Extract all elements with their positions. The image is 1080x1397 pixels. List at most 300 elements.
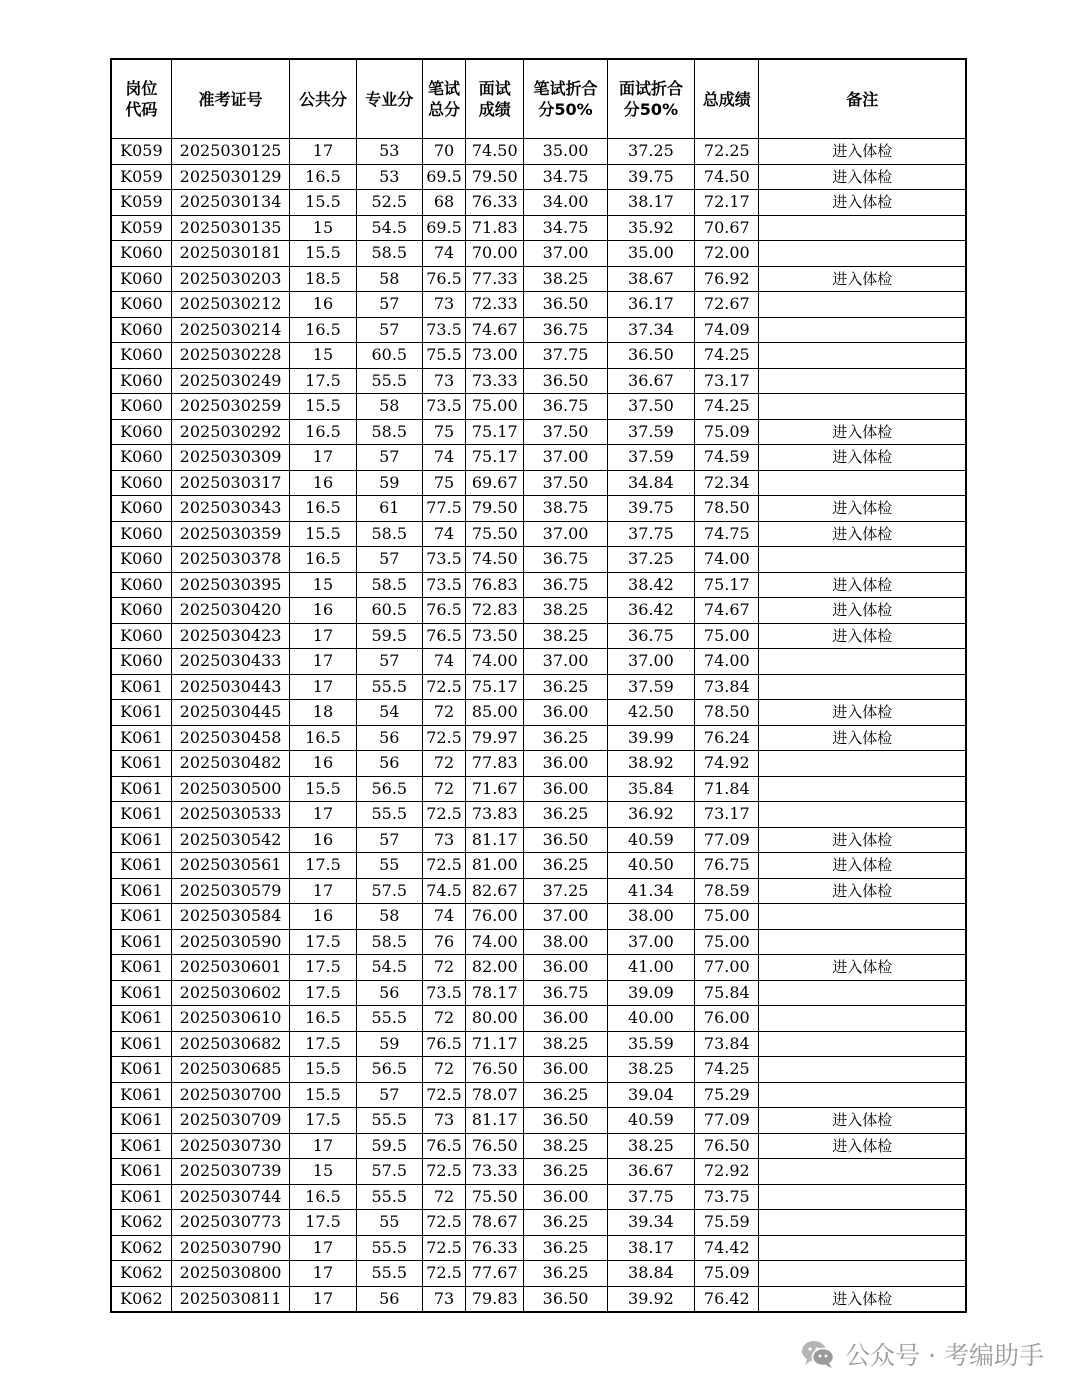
cell-post-code: K061 — [111, 853, 171, 879]
cell-public-score: 16 — [290, 904, 356, 930]
cell-interview-weighted: 35.84 — [607, 776, 694, 802]
cell-professional-score: 60.5 — [356, 343, 422, 369]
cell-total-score: 75.84 — [695, 980, 759, 1006]
cell-total-score: 77.00 — [695, 955, 759, 981]
cell-interview-weighted: 41.00 — [607, 955, 694, 981]
table-body — [111, 139, 966, 1313]
cell-written-weighted: 36.75 — [524, 980, 607, 1006]
cell-written-weighted: 36.25 — [524, 1082, 607, 1108]
cell-ticket-number: 2025030584 — [171, 904, 290, 930]
table-row — [111, 598, 966, 624]
cell-written-total: 73.5 — [422, 394, 465, 420]
cell-written-weighted: 37.50 — [524, 419, 607, 445]
table-row — [111, 266, 966, 292]
cell-post-code: K061 — [111, 776, 171, 802]
cell-written-total: 73 — [422, 1108, 465, 1134]
cell-total-score: 76.92 — [695, 266, 759, 292]
cell-written-total: 74 — [422, 521, 465, 547]
cell-remark — [759, 980, 966, 1006]
cell-remark — [759, 1210, 966, 1236]
cell-post-code: K060 — [111, 266, 171, 292]
cell-written-weighted: 36.50 — [524, 292, 607, 318]
cell-public-score: 17.5 — [290, 1031, 356, 1057]
cell-total-score: 78.50 — [695, 496, 759, 522]
table-row — [111, 1159, 966, 1185]
table-row — [111, 1184, 966, 1210]
cell-public-score: 17.5 — [290, 929, 356, 955]
cell-remark — [759, 1235, 966, 1261]
table-row — [111, 292, 966, 318]
cell-total-score: 76.00 — [695, 1006, 759, 1032]
cell-remark: 进入体检 — [759, 623, 966, 649]
cell-public-score: 16.5 — [290, 496, 356, 522]
cell-total-score: 74.75 — [695, 521, 759, 547]
cell-written-weighted: 36.00 — [524, 700, 607, 726]
cell-public-score: 16 — [290, 470, 356, 496]
cell-ticket-number: 2025030129 — [171, 164, 290, 190]
cell-public-score: 15 — [290, 343, 356, 369]
table-row — [111, 751, 966, 777]
cell-interview-weighted: 40.59 — [607, 827, 694, 853]
cell-written-weighted: 37.00 — [524, 241, 607, 267]
cell-written-total: 75 — [422, 419, 465, 445]
cell-total-score: 74.42 — [695, 1235, 759, 1261]
cell-public-score: 17 — [290, 1261, 356, 1287]
cell-public-score: 16.5 — [290, 1184, 356, 1210]
cell-written-total: 75 — [422, 470, 465, 496]
cell-written-weighted: 36.75 — [524, 394, 607, 420]
cell-interview-score: 75.50 — [466, 521, 524, 547]
table-row — [111, 496, 966, 522]
cell-written-total: 68 — [422, 190, 465, 216]
cell-ticket-number: 2025030458 — [171, 725, 290, 751]
table-row — [111, 317, 966, 343]
cell-written-weighted: 38.00 — [524, 929, 607, 955]
cell-written-weighted: 36.25 — [524, 1159, 607, 1185]
table-row — [111, 904, 966, 930]
cell-professional-score: 59 — [356, 470, 422, 496]
cell-written-total: 72 — [422, 1006, 465, 1032]
cell-professional-score: 53 — [356, 164, 422, 190]
cell-ticket-number: 2025030700 — [171, 1082, 290, 1108]
cell-total-score: 74.09 — [695, 317, 759, 343]
cell-professional-score: 57 — [356, 649, 422, 675]
cell-ticket-number: 2025030744 — [171, 1184, 290, 1210]
cell-interview-score: 79.50 — [466, 496, 524, 522]
cell-ticket-number: 2025030443 — [171, 674, 290, 700]
table-row — [111, 700, 966, 726]
cell-total-score: 76.75 — [695, 853, 759, 879]
cell-written-total: 72.5 — [422, 1159, 465, 1185]
table-row — [111, 802, 966, 828]
cell-ticket-number: 2025030249 — [171, 368, 290, 394]
cell-remark — [759, 751, 966, 777]
cell-post-code: K061 — [111, 827, 171, 853]
cell-total-score: 77.09 — [695, 1108, 759, 1134]
cell-written-weighted: 38.25 — [524, 598, 607, 624]
table-row — [111, 1261, 966, 1287]
cell-public-score: 15.5 — [290, 190, 356, 216]
cell-ticket-number: 2025030292 — [171, 419, 290, 445]
cell-interview-weighted: 38.25 — [607, 1057, 694, 1083]
cell-professional-score: 57.5 — [356, 878, 422, 904]
cell-ticket-number: 2025030682 — [171, 1031, 290, 1057]
cell-interview-score: 82.67 — [466, 878, 524, 904]
cell-professional-score: 57 — [356, 1082, 422, 1108]
cell-total-score: 74.00 — [695, 547, 759, 573]
table-row — [111, 827, 966, 853]
cell-post-code: K061 — [111, 1057, 171, 1083]
cell-professional-score: 55.5 — [356, 802, 422, 828]
cell-post-code: K060 — [111, 649, 171, 675]
table-row — [111, 572, 966, 598]
cell-post-code: K060 — [111, 572, 171, 598]
cell-professional-score: 55.5 — [356, 368, 422, 394]
cell-post-code: K062 — [111, 1261, 171, 1287]
cell-written-total: 77.5 — [422, 496, 465, 522]
cell-written-total: 72 — [422, 776, 465, 802]
cell-post-code: K061 — [111, 1006, 171, 1032]
cell-interview-score: 79.50 — [466, 164, 524, 190]
cell-interview-score: 76.33 — [466, 190, 524, 216]
cell-professional-score: 57 — [356, 317, 422, 343]
cell-professional-score: 58 — [356, 904, 422, 930]
cell-interview-weighted: 39.99 — [607, 725, 694, 751]
cell-written-weighted: 36.75 — [524, 572, 607, 598]
cell-written-total: 72.5 — [422, 725, 465, 751]
cell-public-score: 17.5 — [290, 368, 356, 394]
table-row — [111, 1031, 966, 1057]
cell-public-score: 17 — [290, 802, 356, 828]
cell-post-code: K060 — [111, 292, 171, 318]
cell-interview-weighted: 37.25 — [607, 139, 694, 165]
table-row — [111, 725, 966, 751]
cell-written-weighted: 37.00 — [524, 904, 607, 930]
cell-interview-weighted: 39.04 — [607, 1082, 694, 1108]
cell-professional-score: 58 — [356, 266, 422, 292]
cell-ticket-number: 2025030561 — [171, 853, 290, 879]
cell-public-score: 18 — [290, 700, 356, 726]
cell-written-weighted: 36.50 — [524, 1108, 607, 1134]
cell-written-total: 72.5 — [422, 674, 465, 700]
cell-written-total: 73 — [422, 368, 465, 394]
cell-total-score: 74.92 — [695, 751, 759, 777]
cell-post-code: K060 — [111, 343, 171, 369]
cell-total-score: 74.25 — [695, 1057, 759, 1083]
table-row — [111, 674, 966, 700]
cell-remark — [759, 215, 966, 241]
cell-remark — [759, 1082, 966, 1108]
cell-professional-score: 56 — [356, 980, 422, 1006]
cell-written-total: 72.5 — [422, 1261, 465, 1287]
cell-interview-weighted: 37.59 — [607, 419, 694, 445]
cell-total-score: 72.25 — [695, 139, 759, 165]
cell-post-code: K061 — [111, 878, 171, 904]
cell-total-score: 73.17 — [695, 802, 759, 828]
cell-remark: 进入体检 — [759, 827, 966, 853]
cell-remark — [759, 1261, 966, 1287]
cell-total-score: 72.67 — [695, 292, 759, 318]
cell-remark: 进入体检 — [759, 1286, 966, 1312]
cell-professional-score: 57 — [356, 547, 422, 573]
cell-remark — [759, 241, 966, 267]
cell-ticket-number: 2025030601 — [171, 955, 290, 981]
cell-professional-score: 59 — [356, 1031, 422, 1057]
cell-written-total: 74.5 — [422, 878, 465, 904]
cell-interview-score: 72.33 — [466, 292, 524, 318]
cell-interview-weighted: 36.67 — [607, 368, 694, 394]
cell-remark: 进入体检 — [759, 878, 966, 904]
cell-interview-score: 72.83 — [466, 598, 524, 624]
cell-written-weighted: 34.00 — [524, 190, 607, 216]
cell-interview-weighted: 39.09 — [607, 980, 694, 1006]
table-row — [111, 164, 966, 190]
cell-post-code: K061 — [111, 725, 171, 751]
cell-written-weighted: 37.00 — [524, 445, 607, 471]
cell-interview-score: 78.07 — [466, 1082, 524, 1108]
cell-total-score: 72.00 — [695, 241, 759, 267]
cell-interview-weighted: 37.00 — [607, 929, 694, 955]
cell-remark: 进入体检 — [759, 266, 966, 292]
cell-written-total: 72 — [422, 1057, 465, 1083]
table-row — [111, 853, 966, 879]
table-row — [111, 139, 966, 165]
cell-post-code: K061 — [111, 674, 171, 700]
cell-total-score: 76.42 — [695, 1286, 759, 1312]
cell-remark: 进入体检 — [759, 725, 966, 751]
cell-public-score: 16.5 — [290, 419, 356, 445]
cell-written-weighted: 36.00 — [524, 955, 607, 981]
cell-ticket-number: 2025030203 — [171, 266, 290, 292]
cell-interview-score: 85.00 — [466, 700, 524, 726]
cell-interview-score: 75.00 — [466, 394, 524, 420]
cell-written-weighted: 36.25 — [524, 853, 607, 879]
table-row — [111, 776, 966, 802]
cell-total-score: 70.67 — [695, 215, 759, 241]
cell-interview-weighted: 37.59 — [607, 445, 694, 471]
cell-remark — [759, 547, 966, 573]
header-post-code: 岗位 代码 — [111, 59, 171, 139]
table-row — [111, 623, 966, 649]
cell-post-code: K061 — [111, 1082, 171, 1108]
cell-ticket-number: 2025030259 — [171, 394, 290, 420]
cell-professional-score: 55 — [356, 853, 422, 879]
cell-ticket-number: 2025030420 — [171, 598, 290, 624]
cell-professional-score: 58.5 — [356, 521, 422, 547]
cell-post-code: K060 — [111, 496, 171, 522]
cell-public-score: 16.5 — [290, 725, 356, 751]
cell-interview-score: 73.33 — [466, 368, 524, 394]
cell-total-score: 74.00 — [695, 649, 759, 675]
cell-post-code: K060 — [111, 598, 171, 624]
cell-written-weighted: 36.00 — [524, 776, 607, 802]
cell-written-total: 75.5 — [422, 343, 465, 369]
cell-public-score: 15.5 — [290, 1082, 356, 1108]
cell-remark — [759, 1031, 966, 1057]
cell-professional-score: 55.5 — [356, 1235, 422, 1261]
cell-professional-score: 55.5 — [356, 1261, 422, 1287]
cell-public-score: 17 — [290, 674, 356, 700]
cell-ticket-number: 2025030739 — [171, 1159, 290, 1185]
cell-interview-weighted: 38.17 — [607, 1235, 694, 1261]
cell-interview-score: 75.50 — [466, 1184, 524, 1210]
cell-post-code: K060 — [111, 317, 171, 343]
cell-interview-score: 77.33 — [466, 266, 524, 292]
cell-interview-weighted: 38.00 — [607, 904, 694, 930]
cell-public-score: 16.5 — [290, 317, 356, 343]
table-row — [111, 1286, 966, 1312]
table-row — [111, 470, 966, 496]
cell-interview-score: 75.17 — [466, 445, 524, 471]
table-row — [111, 547, 966, 573]
header-written-total: 笔试 总分 — [422, 59, 465, 139]
cell-post-code: K059 — [111, 164, 171, 190]
cell-public-score: 15 — [290, 1159, 356, 1185]
cell-interview-weighted: 40.59 — [607, 1108, 694, 1134]
cell-interview-score: 71.17 — [466, 1031, 524, 1057]
cell-interview-weighted: 42.50 — [607, 700, 694, 726]
cell-total-score: 75.00 — [695, 904, 759, 930]
cell-remark — [759, 394, 966, 420]
cell-interview-weighted: 39.92 — [607, 1286, 694, 1312]
cell-post-code: K060 — [111, 419, 171, 445]
cell-interview-weighted: 39.75 — [607, 496, 694, 522]
cell-written-weighted: 36.25 — [524, 802, 607, 828]
cell-total-score: 73.17 — [695, 368, 759, 394]
cell-remark: 进入体检 — [759, 955, 966, 981]
cell-interview-score: 70.00 — [466, 241, 524, 267]
cell-written-total: 73.5 — [422, 547, 465, 573]
table-row — [111, 394, 966, 420]
cell-written-total: 74 — [422, 241, 465, 267]
score-table — [110, 58, 967, 1313]
cell-interview-score: 74.50 — [466, 547, 524, 573]
cell-post-code: K060 — [111, 445, 171, 471]
cell-interview-score: 76.83 — [466, 572, 524, 598]
header-public-score: 公共分 — [290, 59, 356, 139]
cell-interview-weighted: 38.25 — [607, 1133, 694, 1159]
cell-interview-score: 77.83 — [466, 751, 524, 777]
cell-written-weighted: 36.25 — [524, 725, 607, 751]
cell-interview-weighted: 38.42 — [607, 572, 694, 598]
cell-total-score: 75.09 — [695, 419, 759, 445]
header-interview-weighted: 面试折合 分50% — [607, 59, 694, 139]
cell-remark — [759, 649, 966, 675]
watermark — [801, 1336, 1044, 1372]
cell-ticket-number: 2025030533 — [171, 802, 290, 828]
cell-remark — [759, 929, 966, 955]
cell-interview-weighted: 40.50 — [607, 853, 694, 879]
cell-written-weighted: 36.25 — [524, 1261, 607, 1287]
cell-post-code: K060 — [111, 521, 171, 547]
cell-total-score: 75.00 — [695, 623, 759, 649]
cell-ticket-number: 2025030135 — [171, 215, 290, 241]
cell-remark — [759, 674, 966, 700]
cell-written-total: 76.5 — [422, 1133, 465, 1159]
cell-public-score: 16 — [290, 598, 356, 624]
header-interview-score: 面试 成绩 — [466, 59, 524, 139]
table-row — [111, 1057, 966, 1083]
cell-ticket-number: 2025030181 — [171, 241, 290, 267]
cell-ticket-number: 2025030433 — [171, 649, 290, 675]
cell-post-code: K059 — [111, 190, 171, 216]
table-row — [111, 343, 966, 369]
cell-remark: 进入体检 — [759, 572, 966, 598]
cell-post-code: K061 — [111, 1159, 171, 1185]
cell-professional-score: 55.5 — [356, 1006, 422, 1032]
cell-written-total: 73.5 — [422, 317, 465, 343]
cell-professional-score: 56.5 — [356, 1057, 422, 1083]
cell-interview-weighted: 37.25 — [607, 547, 694, 573]
cell-interview-score: 73.50 — [466, 623, 524, 649]
cell-interview-score: 81.00 — [466, 853, 524, 879]
cell-remark — [759, 1184, 966, 1210]
table-row — [111, 1133, 966, 1159]
cell-interview-score: 79.83 — [466, 1286, 524, 1312]
cell-total-score: 75.17 — [695, 572, 759, 598]
cell-ticket-number: 2025030610 — [171, 1006, 290, 1032]
cell-public-score: 17 — [290, 445, 356, 471]
cell-public-score: 15.5 — [290, 1057, 356, 1083]
table-row — [111, 241, 966, 267]
cell-written-weighted: 34.75 — [524, 215, 607, 241]
cell-ticket-number: 2025030125 — [171, 139, 290, 165]
cell-professional-score: 54 — [356, 700, 422, 726]
wechat-icon — [801, 1339, 835, 1369]
cell-written-total: 76.5 — [422, 1031, 465, 1057]
table-row — [111, 445, 966, 471]
cell-post-code: K059 — [111, 215, 171, 241]
table-row — [111, 521, 966, 547]
cell-remark — [759, 343, 966, 369]
cell-professional-score: 59.5 — [356, 623, 422, 649]
cell-ticket-number: 2025030309 — [171, 445, 290, 471]
cell-written-total: 73 — [422, 292, 465, 318]
cell-written-total: 74 — [422, 904, 465, 930]
cell-written-total: 72.5 — [422, 1210, 465, 1236]
cell-post-code: K060 — [111, 394, 171, 420]
cell-public-score: 16 — [290, 751, 356, 777]
cell-interview-weighted: 36.17 — [607, 292, 694, 318]
cell-interview-weighted: 35.92 — [607, 215, 694, 241]
cell-written-weighted: 36.00 — [524, 1057, 607, 1083]
cell-written-weighted: 38.25 — [524, 1031, 607, 1057]
table-row — [111, 190, 966, 216]
cell-written-weighted: 36.25 — [524, 1235, 607, 1261]
cell-remark: 进入体检 — [759, 139, 966, 165]
cell-remark — [759, 1159, 966, 1185]
cell-interview-weighted: 37.50 — [607, 394, 694, 420]
watermark-text: 公众号 · 考编助手 — [845, 1341, 1044, 1370]
cell-public-score: 17 — [290, 1235, 356, 1261]
cell-total-score: 72.34 — [695, 470, 759, 496]
cell-written-weighted: 36.75 — [524, 547, 607, 573]
cell-ticket-number: 2025030228 — [171, 343, 290, 369]
cell-ticket-number: 2025030500 — [171, 776, 290, 802]
cell-written-total: 72 — [422, 700, 465, 726]
cell-interview-score: 71.67 — [466, 776, 524, 802]
cell-professional-score: 52.5 — [356, 190, 422, 216]
cell-professional-score: 57 — [356, 827, 422, 853]
cell-interview-weighted: 36.92 — [607, 802, 694, 828]
cell-interview-weighted: 36.42 — [607, 598, 694, 624]
cell-public-score: 18.5 — [290, 266, 356, 292]
table-row — [111, 419, 966, 445]
cell-professional-score: 57 — [356, 292, 422, 318]
cell-professional-score: 55 — [356, 1210, 422, 1236]
cell-public-score: 16.5 — [290, 547, 356, 573]
cell-total-score: 71.84 — [695, 776, 759, 802]
